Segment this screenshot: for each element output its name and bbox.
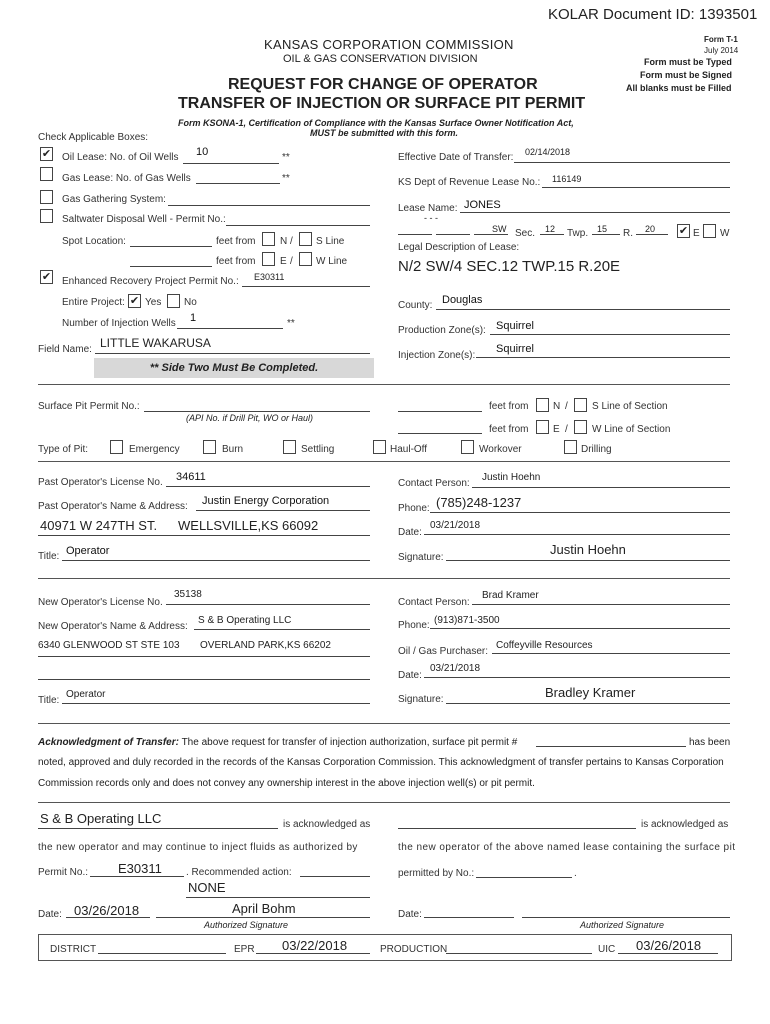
new-contact-line [472, 604, 730, 605]
production-label: PRODUCTION [380, 944, 448, 955]
twp-value[interactable]: 15 [597, 224, 608, 234]
epr-date-value[interactable]: 03/22/2018 [282, 938, 348, 953]
new-date-value[interactable]: 03/21/2018 [430, 663, 481, 674]
entire-no-checkbox[interactable] [167, 294, 180, 308]
new-phone-label: Phone: [398, 620, 430, 631]
past-name-value[interactable]: Justin Energy Corporation [202, 495, 330, 507]
new-name-line [194, 629, 370, 630]
south-line-label: S Line [316, 236, 345, 247]
left-auth-sig-label: Authorized Signature [204, 920, 289, 930]
pit-west-checkbox[interactable] [574, 420, 587, 434]
uic-label: UIC [598, 944, 616, 955]
injection-zone-line [476, 357, 730, 358]
side-two-notice: ** Side Two Must Be Completed. [94, 358, 374, 378]
section-divider-2 [38, 461, 730, 462]
quarter-line-3 [474, 234, 508, 235]
new-date-label: Date: [398, 670, 422, 681]
document-id: KOLAR Document ID: 1393501 [548, 6, 758, 23]
pit-type-settling-checkbox[interactable] [283, 440, 296, 454]
production-line[interactable] [446, 953, 592, 954]
ack-permit-line[interactable] [536, 746, 686, 747]
eorp-permit-line [242, 286, 370, 287]
form-title-line1: REQUEST FOR CHANGE OF OPERATOR [228, 76, 538, 93]
pit-type-burn-checkbox[interactable] [203, 440, 216, 454]
new-contact-label: Contact Person: [398, 597, 470, 608]
past-address-city[interactable]: WELLSVILLE,KS 66092 [178, 518, 319, 533]
purchaser-value[interactable]: Coffeyville Resources [496, 640, 593, 651]
range-value[interactable]: 20 [645, 224, 656, 234]
sec-line [540, 234, 564, 235]
east-label: E [280, 256, 287, 267]
quarter-line-2 [436, 234, 470, 235]
ack-company-line [38, 828, 278, 829]
form-number: Form T-1 [704, 35, 738, 44]
gas-lease-checkbox[interactable] [40, 167, 53, 181]
past-contact-line [472, 487, 730, 488]
injection-wells-label: Number of Injection Wells [62, 318, 176, 329]
spot-location-label: Spot Location: [62, 236, 126, 247]
pit-type-settling-label: Settling [301, 444, 335, 455]
west-checkbox[interactable] [299, 252, 312, 266]
field-name-label: Field Name: [38, 344, 92, 355]
spot-ns-feet-line[interactable] [130, 246, 212, 247]
new-name-value[interactable]: S & B Operating LLC [198, 615, 292, 626]
new-phone-line [430, 628, 730, 629]
pit-ns-feet-line[interactable] [398, 411, 482, 412]
note-blanks: All blanks must be Filled [626, 83, 732, 93]
pit-west-label: W Line of Section [592, 424, 671, 435]
past-date-line [424, 534, 730, 535]
twp-label: Twp. [567, 228, 589, 239]
eorp-label: Enhanced Recovery Project Permit No.: [62, 276, 239, 287]
ack-text-1: The above request for transfer of injection authorization, surface pit permit # [181, 737, 518, 748]
past-address-line [38, 535, 370, 536]
right-auth-sig-label: Authorized Signature [580, 920, 665, 930]
ack-has-been: has been [689, 737, 731, 748]
recommended-action-line-1 [300, 876, 370, 877]
ksona-note-line2: MUST be submitted with this form. [310, 128, 458, 138]
ks-lease-label: KS Dept of Revenue Lease No.: [398, 177, 541, 188]
form-revision-date: July 2014 [704, 46, 739, 55]
past-name-label: Past Operator's Name & Address: [38, 501, 188, 512]
past-license-label: Past Operator's License No. [38, 477, 163, 488]
recommended-action-value[interactable]: NONE [188, 880, 226, 895]
entire-yes-checkbox[interactable]: ✔ [129, 295, 140, 307]
swd-label: Saltwater Disposal Well - Permit No.: [62, 214, 226, 225]
field-name-line [95, 353, 370, 354]
north-label: N [280, 236, 288, 247]
new-signature-value[interactable]: Bradley Kramer [545, 685, 636, 700]
right-is-acknowledged: is acknowledged as [641, 819, 729, 830]
new-contact-value[interactable]: Brad Kramer [482, 590, 539, 601]
production-zone-value[interactable]: Squirrel [496, 320, 534, 332]
section-divider-1 [38, 384, 730, 385]
permitted-by-period: . [574, 868, 577, 879]
swd-checkbox[interactable] [40, 209, 53, 223]
purchaser-line [492, 653, 730, 654]
oil-lease-checkbox[interactable]: ✔ [41, 148, 52, 160]
right-auth-sig-line[interactable] [522, 917, 730, 918]
district-label: DISTRICT [50, 944, 97, 955]
effective-date-value[interactable]: 02/14/2018 [525, 147, 571, 157]
ack-text-3: Commission records only and does not convey any ownership interest in the above injection well(s) or pit permit. [38, 778, 535, 789]
check-boxes-label: Check Applicable Boxes: [38, 132, 149, 143]
recommended-action-label: . Recommended action: [186, 867, 292, 878]
range-west-label: W [720, 228, 730, 239]
api-note: (API No. if Drill Pit, WO or Haul) [186, 413, 314, 423]
new-license-value[interactable]: 35138 [174, 589, 202, 600]
field-name-value[interactable]: LITTLE WAKARUSA [100, 336, 211, 350]
new-title-value[interactable]: Operator [66, 689, 106, 700]
division-name: OIL & GAS CONSERVATION DIVISION [283, 53, 478, 65]
production-zone-label: Production Zone(s): [398, 325, 486, 336]
gas-wells-stars: ** [282, 173, 290, 184]
gas-gathering-checkbox[interactable] [40, 190, 53, 204]
entire-yes-label: Yes [145, 297, 162, 308]
legal-description-label: Legal Description of Lease: [398, 242, 520, 253]
feet-from-ns-label: feet from [216, 236, 256, 247]
eorp-checkbox[interactable]: ✔ [41, 271, 52, 283]
injection-wells-line [177, 328, 283, 329]
new-title-label: Title: [38, 695, 60, 706]
effective-date-line [514, 162, 730, 163]
past-title-line [62, 560, 370, 561]
new-license-line [166, 604, 370, 605]
past-signature-line [446, 560, 730, 561]
oil-wells-value[interactable]: 10 [196, 146, 209, 158]
new-title-line [62, 703, 370, 704]
legal-description-value[interactable]: N/2 SW/4 SEC.12 TWP.15 R.20E [398, 258, 621, 275]
pit-type-drilling-checkbox[interactable] [564, 440, 577, 454]
new-date-line [424, 677, 730, 678]
past-phone-label: Phone: [398, 503, 430, 514]
past-address-street[interactable]: 40971 W 247TH ST. [40, 518, 158, 533]
new-license-label: New Operator's License No. [38, 597, 163, 608]
agency-name: KANSAS CORPORATION COMMISSION [264, 37, 514, 52]
past-title-label: Title: [38, 551, 60, 562]
lease-name-label: Lease Name: [398, 203, 458, 214]
pit-east-label: E [553, 424, 560, 435]
left-date-label: Date: [38, 909, 62, 920]
quarter-value[interactable]: SW [492, 224, 507, 234]
new-name-label: New Operator's Name & Address: [38, 621, 188, 632]
past-license-line [166, 486, 370, 487]
pit-type-burn-label: Burn [222, 444, 244, 455]
past-phone-value[interactable]: (785)248-1237 [436, 495, 522, 510]
past-date-value[interactable]: 03/21/2018 [430, 520, 481, 531]
gas-gathering-line[interactable] [168, 205, 370, 206]
past-signature-value[interactable]: Justin Hoehn [550, 542, 626, 557]
gas-lease-label: Gas Lease: No. of Gas Wells [62, 173, 191, 184]
epr-label: EPR [234, 944, 255, 955]
right-date-label: Date: [398, 909, 422, 920]
right-company-line[interactable] [398, 828, 636, 829]
swd-permit-line[interactable] [226, 225, 370, 226]
pit-type-hauloff-checkbox[interactable] [373, 440, 386, 454]
past-signature-label: Signature: [398, 552, 444, 563]
permitted-by-label: permitted by No.: [398, 868, 475, 879]
ksona-note-line1: Form KSONA-1, Certification of Compliance with the Kansas Surface Owner Notification Act, [178, 118, 574, 128]
injection-wells-value[interactable]: 1 [190, 312, 197, 324]
pit-east-checkbox[interactable] [536, 420, 549, 434]
new-phone-value[interactable]: (913)871-3500 [434, 615, 500, 626]
past-title-value[interactable]: Operator [66, 545, 110, 557]
east-checkbox[interactable] [262, 252, 275, 266]
uic-date-value[interactable]: 03/26/2018 [636, 938, 702, 953]
oil-wells-stars: ** [282, 152, 290, 163]
permit-no-label: Permit No.: [38, 867, 89, 878]
permit-no-value[interactable]: E30311 [118, 861, 162, 876]
lease-name-value[interactable]: JONES [464, 199, 501, 211]
permit-no-line [90, 876, 184, 877]
county-label: County: [398, 300, 433, 311]
sec-value[interactable]: 12 [545, 224, 556, 234]
range-east-label: E [693, 228, 700, 239]
left-new-operator-text: the new operator and may continue to inject fluids as authorized by [38, 842, 358, 853]
note-typed: Form must be Typed [644, 57, 732, 67]
range-west-checkbox[interactable] [703, 224, 716, 238]
surface-pit-label: Surface Pit Permit No.: [38, 401, 140, 412]
quarter-dashes: - - - [424, 213, 438, 223]
production-zone-line [490, 334, 730, 335]
west-line-label: W Line [316, 256, 348, 267]
section-divider-3 [38, 578, 730, 579]
left-auth-sig-value[interactable]: April Bohm [232, 901, 296, 916]
south-checkbox[interactable] [299, 232, 312, 246]
pit-type-workover-checkbox[interactable] [461, 440, 474, 454]
ks-lease-line [542, 187, 730, 188]
pit-south-label: S Line of Section [592, 401, 668, 412]
gas-wells-line[interactable] [196, 183, 280, 184]
quarter-line-1 [398, 234, 432, 235]
pit-type-label: Type of Pit: [38, 444, 89, 455]
surface-pit-line[interactable] [144, 411, 370, 412]
uic-line [618, 953, 718, 954]
pit-type-emergency-checkbox[interactable] [110, 440, 123, 454]
entire-no-label: No [184, 297, 197, 308]
injection-zone-label: Injection Zone(s): [398, 350, 476, 361]
injection-zone-value[interactable]: Squirrel [496, 343, 534, 355]
note-signed: Form must be Signed [640, 70, 733, 80]
pit-type-hauloff-label: Haul-Off [390, 444, 428, 455]
ks-lease-value[interactable]: 116149 [552, 174, 582, 184]
north-checkbox[interactable] [262, 232, 275, 246]
ack-company-value[interactable]: S & B Operating LLC [40, 811, 162, 826]
right-date-line[interactable] [424, 917, 514, 918]
past-phone-line [430, 512, 730, 513]
new-address-street[interactable]: 6340 GLENWOOD ST STE 103 [38, 640, 180, 651]
range-label: R. [623, 228, 633, 239]
spot-ew-feet-line[interactable] [130, 266, 212, 267]
county-line [436, 309, 730, 310]
pit-type-emergency-label: Emergency [129, 444, 180, 455]
ack-text-2: noted, approved and duly recorded in the records of the Kansas Corporation Commission. This acknowledgment of transfer pertains to Kansas Corporation [38, 757, 724, 768]
left-auth-sig-line [156, 917, 370, 918]
section-divider-5 [38, 802, 730, 803]
ack-line-1 [38, 737, 517, 748]
district-line[interactable] [98, 953, 226, 954]
gas-gathering-label: Gas Gathering System: [62, 194, 166, 205]
pit-type-drilling-label: Drilling [581, 444, 612, 455]
new-address-line-2[interactable] [38, 679, 370, 680]
left-date-value[interactable]: 03/26/2018 [74, 903, 140, 918]
past-license-value[interactable]: 34611 [176, 471, 206, 483]
recommended-action-line-2 [186, 897, 370, 898]
effective-date-label: Effective Date of Transfer: [398, 152, 514, 163]
epr-line [256, 953, 370, 954]
pit-south-checkbox[interactable] [574, 398, 587, 412]
pit-feet-from-ns: feet from [489, 401, 529, 412]
pit-type-workover-label: Workover [479, 444, 522, 455]
eorp-permit-value[interactable]: E30311 [254, 272, 285, 282]
right-new-operator-text: the new operator of the above named lease containing the surface pit [398, 842, 736, 853]
pit-feet-from-ew: feet from [489, 424, 529, 435]
pit-ew-feet-line[interactable] [398, 433, 482, 434]
range-east-checkbox[interactable]: ✔ [678, 225, 689, 237]
ack-heading: Acknowledgment of Transfer: [38, 737, 179, 748]
lease-name-line [460, 212, 730, 213]
oil-lease-label: Oil Lease: No. of Oil Wells [62, 152, 179, 163]
sec-label: Sec. [515, 228, 536, 239]
pit-north-checkbox[interactable] [536, 398, 549, 412]
new-signature-line [446, 703, 730, 704]
past-date-label: Date: [398, 527, 422, 538]
oil-wells-line [183, 163, 279, 164]
permitted-by-line[interactable] [476, 877, 572, 878]
range-line [636, 234, 668, 235]
new-address-line [38, 656, 370, 657]
injection-wells-stars: ** [287, 318, 295, 329]
form-title-line2: TRANSFER OF INJECTION OR SURFACE PIT PERMIT [178, 95, 586, 112]
entire-project-label: Entire Project: [62, 297, 125, 308]
twp-line [592, 234, 620, 235]
new-signature-label: Signature: [398, 694, 444, 705]
county-value[interactable]: Douglas [442, 294, 483, 306]
feet-from-ew-label: feet from [216, 256, 256, 267]
left-is-acknowledged: is acknowledged as [283, 819, 371, 830]
pit-north-label: N [553, 401, 561, 412]
past-contact-value[interactable]: Justin Hoehn [482, 472, 541, 483]
past-contact-label: Contact Person: [398, 478, 470, 489]
purchaser-label: Oil / Gas Purchaser: [398, 646, 489, 657]
section-divider-4 [38, 723, 730, 724]
past-name-line [196, 510, 370, 511]
new-address-city[interactable]: OVERLAND PARK,KS 66202 [200, 640, 331, 651]
